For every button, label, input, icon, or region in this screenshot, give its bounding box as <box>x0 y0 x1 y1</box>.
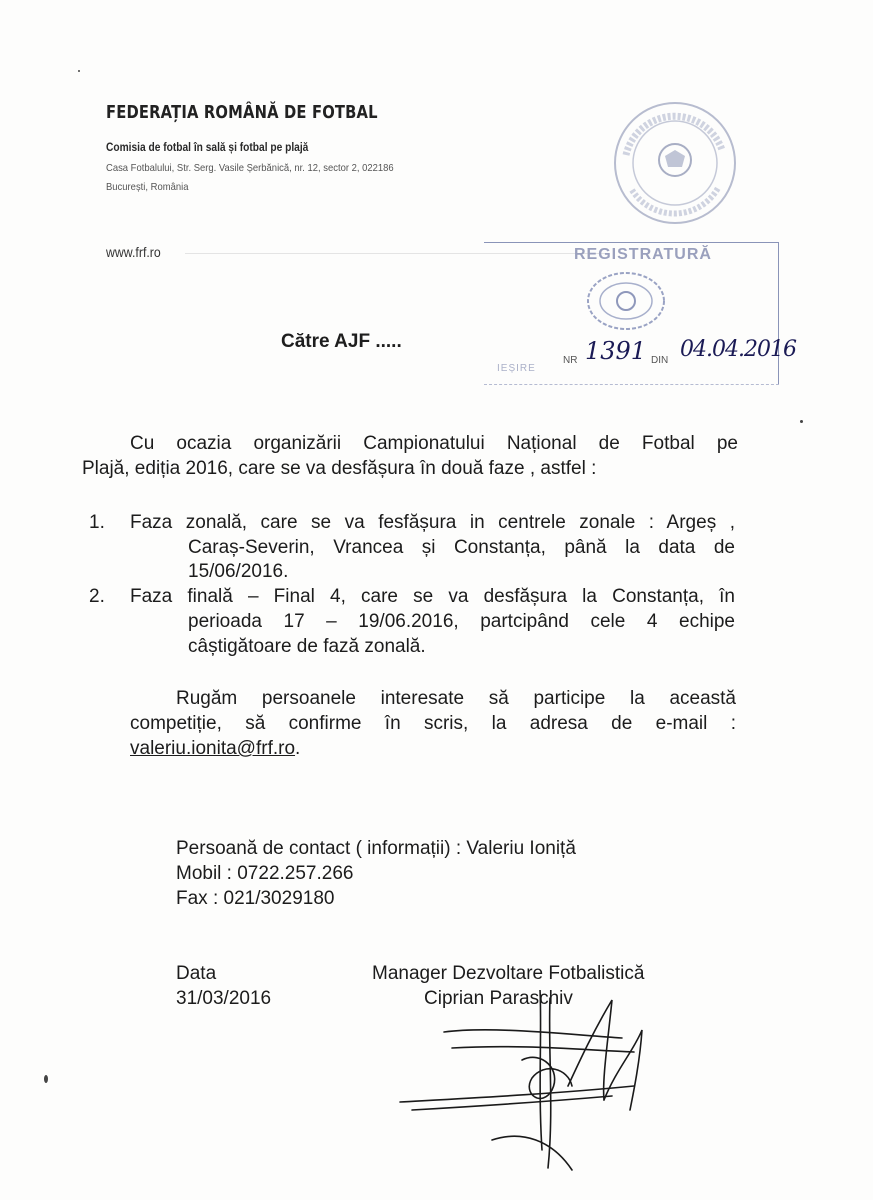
intro-line-1: Cu ocazia organizării Campionatului Național de Fotbal pe <box>130 433 738 454</box>
registry-stamp-title: REGISTRATURĂ <box>574 246 712 263</box>
registry-seal-icon <box>584 270 668 332</box>
registry-date-label: DIN <box>651 355 669 366</box>
request-end-period: . <box>295 738 301 759</box>
contact-email-link[interactable]: valeriu.ionita@frf.ro <box>130 738 296 759</box>
signatory-title: Manager Dezvoltare Fotbalistică <box>372 963 645 984</box>
scan-speck <box>44 1075 48 1083</box>
phase-1-line-3: 15/06/2016. <box>188 561 289 582</box>
registry-direction: IEȘIRE <box>497 363 536 374</box>
contact-fax: Fax : 021/3029180 <box>176 888 335 909</box>
request-line-2: competiție, să confirme în scris, la adresa de e-mail : <box>130 713 736 734</box>
phase-2-line-2: perioada 17 – 19/06.2016, partcipând cele 4 echipe <box>188 611 735 632</box>
commission-name: Comisia de fotbal în sală și fotbal pe plajă <box>106 140 309 154</box>
contact-mobile: Mobil : 0722.257.266 <box>176 863 354 884</box>
address-line-1: Casa Fotbalului, Str. Serg. Vasile Șerbănică, nr. 12, sector 2, 022186 <box>106 162 394 174</box>
intro-line-2: Plajă, ediția 2016, care se va desfășura în două faze , astfel : <box>82 458 597 479</box>
addressee: Către AJF ..... <box>281 331 402 352</box>
signatory-name: Ciprian Paraschiv <box>424 988 573 1009</box>
registry-number: 1391 <box>585 337 647 365</box>
organization-name: FEDERAȚIA ROMÂNĂ DE FOTBAL <box>106 102 378 123</box>
address-line-2: București, România <box>106 181 189 193</box>
federation-seal-icon <box>612 100 738 226</box>
phase-1-number: 1. <box>89 512 105 533</box>
contact-person: Persoană de contact ( informații) : Valeriu Ioniță <box>176 838 576 859</box>
phase-1-line-1: Faza zonală, care se va fesfășura in centrele zonale : Argeș , <box>130 512 735 533</box>
phase-2-line-1: Faza finală – Final 4, care se va desfășura la Constanța, în <box>130 586 735 607</box>
phase-1-line-2: Caraș-Severin, Vrancea și Constanța, până la data de <box>188 537 735 558</box>
phase-2-line-3: câștigătoare de fază zonală. <box>188 636 426 657</box>
phase-2-number: 2. <box>89 586 105 607</box>
request-line-1: Rugăm persoanele interesate să participe la această <box>176 688 736 709</box>
registry-nr-label: NR <box>563 355 578 366</box>
registry-date: 04.04.2016 <box>680 337 796 362</box>
scan-speck <box>78 70 80 72</box>
request-line-3 <box>130 738 300 760</box>
registry-stamp-bottom-line <box>484 384 779 385</box>
scan-speck <box>800 420 803 423</box>
date-label: Data <box>176 963 217 984</box>
website-link[interactable]: www.frf.ro <box>106 244 161 260</box>
date-value: 31/03/2016 <box>176 988 272 1009</box>
handwritten-signature <box>372 990 702 1190</box>
